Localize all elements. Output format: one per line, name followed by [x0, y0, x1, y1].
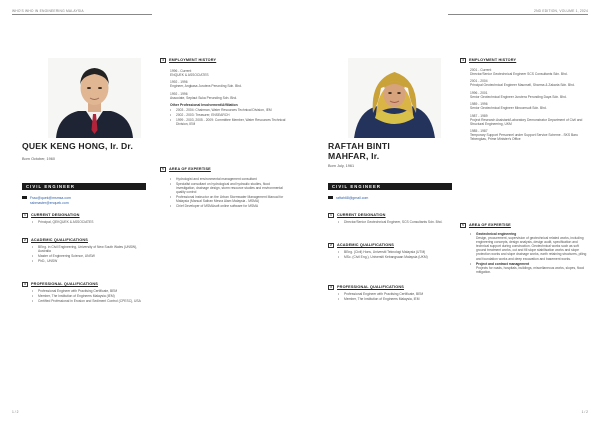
employment-entry: 1989 - 1996 Senior Geotechnical Engineer Mincomsult Sdn. Bhd.: [470, 102, 547, 111]
section-current-designation: [22, 212, 150, 225]
section-number: 1: [22, 213, 28, 218]
employment-entry: 1987 - 1989 Project Research Assistant/Laboratory Demonstrator Department of Civil and Structural Engineering, UKM: [470, 113, 583, 126]
list-item: • Member, The Institution of Engineers Malaysia (IEM): [32, 294, 150, 298]
list-item: • Chief Developer of MSMAsoft online software for MSMA: [170, 204, 288, 208]
section-professional: [22, 281, 150, 304]
running-header-left: WHO'S WHO IN ENGINEERING MALAYSIA: [12, 9, 84, 13]
running-header-right: 2ND EDITION, VOLUME 1, 2024: [534, 9, 588, 13]
role-bar: CIVIL ENGINEER: [22, 183, 146, 190]
list-item: • Specialist consultant on hydrological and hydraulic studies, flood investigation, drainage design, storm resource studies and environmental quality control: [170, 182, 288, 194]
affiliation-heading: Other Professional Involvement/Affiliation: [170, 103, 238, 108]
email-icon: [22, 196, 27, 200]
section-academic: [22, 237, 150, 264]
section-number: 5: [460, 223, 466, 228]
email-icon: [328, 196, 333, 200]
list-item: • Principal, QEKQUEK & ASSOCIATES: [32, 220, 150, 224]
section-number: 4: [160, 58, 166, 63]
list-item: • PhD., UNSW: [32, 259, 150, 263]
person-name: QUEK KENG HONG, Ir. Dr.: [22, 141, 134, 151]
list-item: • Director/Senior Geotechnical Engineer, SCS Consultants Sdn. Bhd.: [338, 220, 452, 224]
employment-entry: 1992 - 1996 Associate, Seplaut Suka Perunding Sdn. Bhd.: [170, 91, 238, 100]
section-number: 4: [460, 58, 466, 63]
list-item: • BEng. (Civil) Hons, Universiti Teknologi Malaysia (UTM): [338, 250, 452, 254]
section-employment: [160, 57, 288, 127]
section-title: CURRENT DESIGNATION: [31, 213, 80, 217]
list-item: • 1999 - 2003, 2005 - 2009: Committee Member, Water Resources Technical Division, IEM: [170, 118, 288, 126]
page-number: 1 / 2: [12, 410, 19, 414]
employment-entry: 1996 - 2001 Senior Geotechnical Engineer Jurutera Perunding Daya Sdn. Bhd.: [470, 90, 567, 99]
email-block: [22, 196, 71, 205]
portrait-photo-quek: [48, 58, 141, 138]
section-number: 5: [160, 167, 166, 172]
section-title: CURRENT DESIGNATION: [337, 213, 386, 217]
list-item: • Master of Engineering Science, UNSW: [32, 254, 150, 258]
birth-date: Born July, 1961: [328, 164, 355, 168]
section-title: ACADEMIC QUALIFICATIONS: [31, 238, 88, 242]
section-expertise: [160, 166, 288, 209]
list-item: • Certified Professional in Erosion and Sediment Control (CPESC), USA: [32, 299, 150, 303]
section-employment: [460, 57, 588, 144]
section-number: 3: [328, 285, 334, 290]
list-item: • Geotechnical engineering Design, procurement, supervision of geotechnical related works, including engineering concepts, design analysis, design audit, specification and technical support during construction. Geotechnical works such as soft ground treatment works, cut and fill slope stabilisation works and slope protection works and slope drainage works, earth retaining structures, piling and foundation works and deep excavation and basement works.: [470, 232, 588, 261]
section-number: 3: [22, 282, 28, 287]
section-title: AREA OF EXPERTISE: [469, 223, 511, 227]
email-link[interactable]: ssbmaster@enquek.com: [30, 200, 69, 205]
header-rule: [12, 14, 152, 15]
list-item: • Professional Instructor on the Urban Stormwater Management Manual for Malaysia (Manual Saliran Mesra Alam Malaysia - MSMA): [170, 195, 288, 203]
list-item: • 2003 - 2004: Chairman, Water Resources Technical Division, IEM: [170, 108, 288, 112]
birth-date: Born October, 1960: [22, 157, 55, 161]
person-name: RAFTAH BINTI MAHFAR, Ir.: [328, 141, 390, 161]
section-academic: [328, 242, 452, 260]
employment-entry: 1996 - Current ENQUEK & ASSOCIATES: [170, 69, 209, 78]
role-bar: CIVIL ENGINEER: [328, 183, 452, 190]
list-item: • Professional Engineer with Practising Certificate, BEM: [32, 289, 150, 293]
header-rule: [448, 14, 588, 15]
list-item: • MSc. (Civil Eng.), Universiti Kebangsaan Malaysia (UKM): [338, 255, 452, 259]
page-number: 1 / 2: [581, 410, 588, 414]
portrait-photo-raftah: [348, 58, 441, 138]
section-title: PROFESSIONAL QUALIFICATIONS: [337, 285, 404, 289]
list-item: • 2002 - 2003: Treasurer, ENSEARCH: [170, 113, 288, 117]
section-expertise: [460, 222, 588, 275]
section-title: EMPLOYMENT HISTORY: [169, 58, 217, 62]
list-item: • BEng. in Civil Engineering, University of New South Wales (UNSW), Australia: [32, 245, 150, 253]
email-link[interactable]: Fssc@quek@msmsa.com: [30, 196, 71, 200]
email-link[interactable]: raftah68@gmail.com: [336, 196, 369, 200]
section-number: 2: [22, 238, 28, 243]
list-item: • Professional Engineer with Practising Certificate, BEM: [338, 292, 452, 296]
section-title: PROFESSIONAL QUALIFICATIONS: [31, 282, 98, 286]
section-title: AREA OF EXPERTISE: [169, 167, 211, 171]
section-number: 1: [328, 213, 334, 218]
section-current-designation: [328, 212, 452, 225]
list-item: • Hydrologist and environmental management consultant: [170, 177, 288, 181]
employment-entry: 1985 - 1987 Temporary Support Personnel under Support Service Scheme - SKS Baru Tebengkas, Prime Minister's Office: [470, 128, 578, 142]
email-block: [328, 196, 368, 201]
right-page: [300, 0, 600, 424]
section-title: ACADEMIC QUALIFICATIONS: [337, 243, 394, 247]
section-title: EMPLOYMENT HISTORY: [469, 58, 517, 62]
employment-entry: 2001 - Current Director/Senior Geotechnical Engineer SCS Consultants Sdn. Bhd.: [470, 68, 568, 77]
list-item: • Member, The Institution of Engineers Malaysia, IEM: [338, 297, 452, 301]
employment-entry: 1992 - 1996 Engineer, Angkasa Jurutera Perunding Sdn. Bhd.: [170, 80, 242, 89]
list-item: • Project and contract management Projects for roads, hospitals, buildings, miscellaneous works, slopes, flood mitigation.: [470, 262, 588, 274]
section-professional: [328, 284, 452, 302]
employment-entry: 2001 - 2004 Principal Geotechnical Engineer Maunsell, Sharma & Zakaria Sdn. Bhd.: [470, 79, 575, 88]
section-number: 2: [328, 243, 334, 248]
